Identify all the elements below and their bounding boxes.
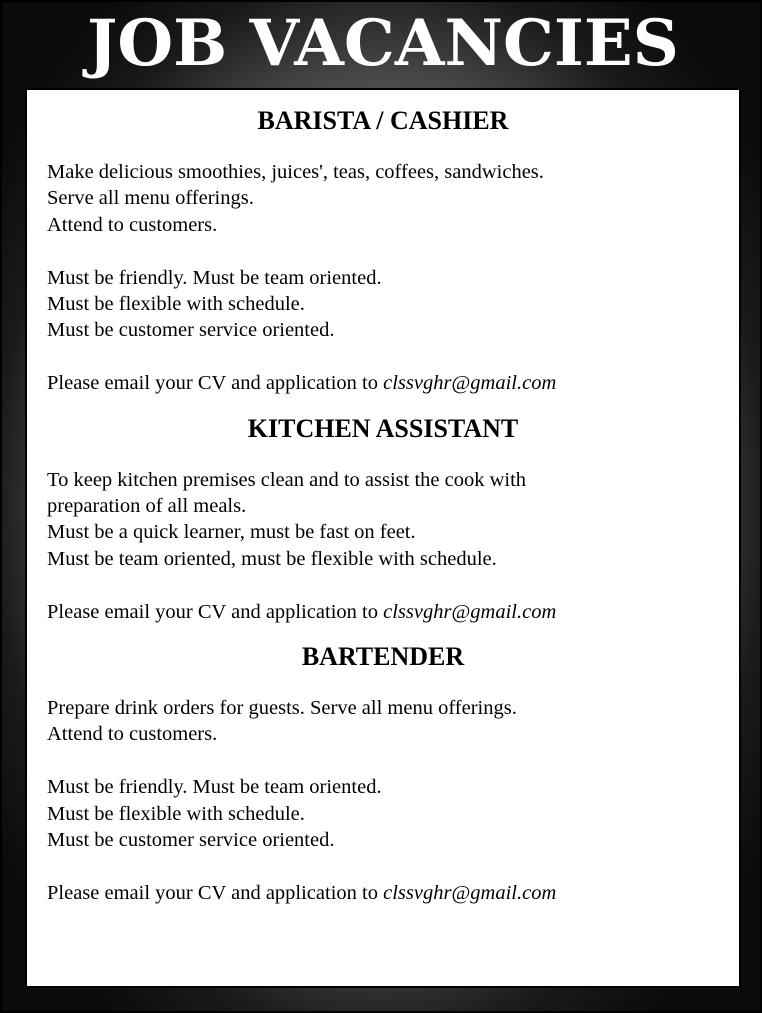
duty-line: Must be team oriented, must be flexible with schedule. bbox=[47, 547, 497, 570]
apply-line bbox=[47, 880, 719, 906]
duty-line: Serve all menu offerings. bbox=[47, 187, 254, 210]
vacancy-kitchen-assistant bbox=[47, 414, 719, 625]
vacancy-bartender bbox=[47, 642, 719, 906]
poster-title: JOB VACANCIES bbox=[87, 6, 679, 81]
duty-line: To keep kitchen premises clean and to assist the cook with bbox=[47, 468, 527, 491]
duty-line: Make delicious smoothies, juices', teas, coffees, sandwiches. bbox=[47, 161, 544, 183]
requirement-line: Must be customer service oriented. bbox=[47, 319, 335, 342]
requirement-line: Must be customer service oriented. bbox=[47, 829, 335, 852]
duty-line: Must be a quick learner, must be fast on feet. bbox=[47, 521, 416, 544]
email-address[interactable]: clssvghr@gmail.com bbox=[383, 881, 557, 904]
email-address[interactable]: clssvghr@gmail.com bbox=[383, 372, 557, 395]
apply-text: Please email your CV and application to bbox=[47, 600, 384, 623]
requirement-line: Must be friendly. Must be team oriented. bbox=[47, 776, 382, 799]
section-title: BARTENDER bbox=[301, 642, 465, 672]
vacancy-barista-cashier bbox=[47, 106, 719, 397]
requirement-line: Must be flexible with schedule. bbox=[47, 802, 305, 825]
section-title: KITCHEN ASSISTANT bbox=[247, 413, 519, 443]
apply-text: Please email your CV and application to bbox=[47, 881, 384, 904]
email-address[interactable]: clssvghr@gmail.com bbox=[383, 600, 557, 623]
duty-line: preparation of all meals. bbox=[47, 495, 247, 518]
duty-line: Attend to customers. bbox=[47, 723, 218, 746]
requirement-line: Must be friendly. Must be team oriented. bbox=[47, 266, 382, 289]
apply-text: Please email your CV and application to bbox=[47, 372, 384, 395]
apply-line bbox=[47, 370, 719, 396]
section-title: BARISTA / CASHIER bbox=[257, 106, 509, 135]
duty-line: Attend to customers. bbox=[47, 213, 218, 236]
duty-line: Prepare drink orders for guests. Serve all menu offerings. bbox=[47, 697, 517, 720]
requirement-line: Must be flexible with schedule. bbox=[47, 293, 305, 316]
vacancies-panel bbox=[25, 88, 741, 988]
apply-line bbox=[47, 599, 719, 625]
